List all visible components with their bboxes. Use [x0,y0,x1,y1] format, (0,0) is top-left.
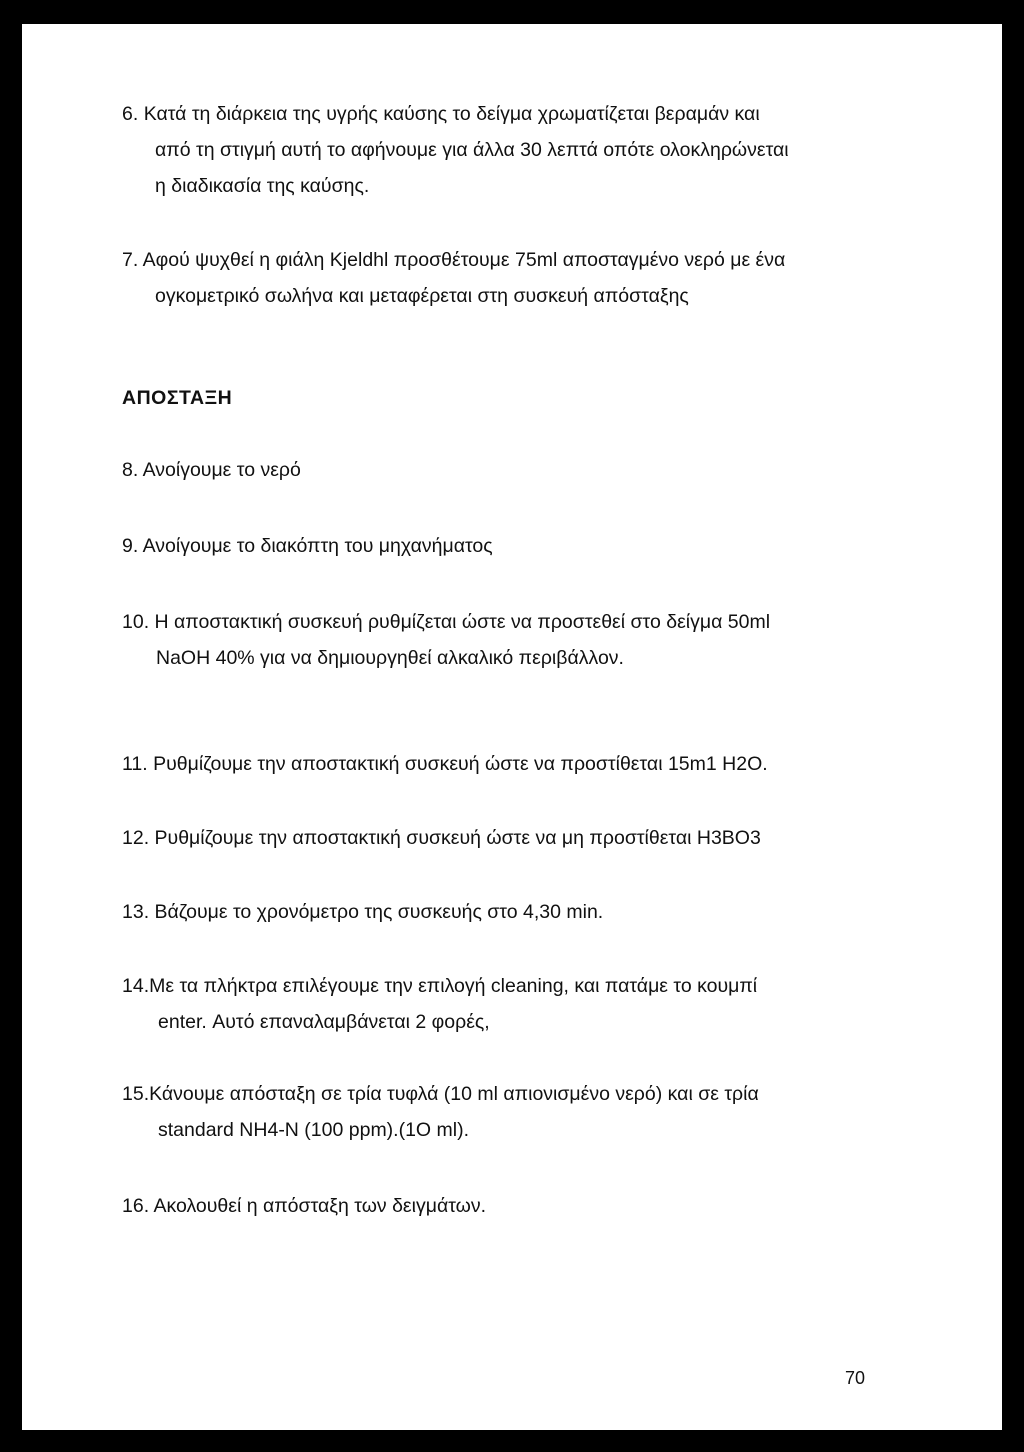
item-number: 8. [122,459,139,481]
item-text-line: Ανοίγουμε το νερό [142,459,301,481]
item-text-line: ογκομετρικό σωλήνα και μεταφέρεται στη συσκευή απόσταξης [155,285,689,307]
item-number: 14. [122,975,150,997]
item-text-line: Βάζουμε το χρονόμετρο της συσκευής στο 4,30 min. [154,901,604,923]
item-number: 10. [122,611,150,633]
item-text-line: Αφού ψυχθεί η φιάλη Kjeldhl προσθέτουμε 75ml αποσταγμένο νερό με ένα [142,249,786,271]
list-item-14 [122,968,872,1040]
item-text-line: Με τα πλήκτρα επιλέγουμε την επιλογή cleaning, και πατάμε το κουμπί [149,975,758,997]
item-text-line: Η αποστακτική συσκευή ρυθμίζεται ώστε να προστεθεί στο δείγμα 50ml [154,611,771,633]
item-text-line: Ανοίγουμε το διακόπτη του μηχανήματος [142,535,493,557]
list-item-16 [122,1188,872,1224]
item-text-line: η διαδικασία της καύσης. [155,175,370,197]
list-item-8 [122,452,872,488]
list-item-7 [122,242,872,314]
item-number: 9. [122,535,139,557]
list-item-6 [122,96,872,204]
item-text-line: Ακολουθεί η απόσταξη των δειγμάτων. [153,1195,487,1217]
item-text-line: Κατά τη διάρκεια της υγρής καύσης το δείγμα χρωματίζεται βεραμάν και [143,103,760,125]
list-item-11 [122,746,872,782]
list-item-15 [122,1076,872,1148]
section-heading: ΑΠΟΣΤΑΞΗ [122,387,233,409]
item-text-line: enter. Αυτό επαναλαμβάνεται 2 φορές, [158,1011,490,1033]
list-item-10 [122,604,872,676]
page-number: 70 [845,1368,866,1388]
item-number: 15. [122,1083,150,1105]
list-item-9 [122,528,872,564]
item-number: 16. [122,1195,150,1217]
item-text-line: standard NH4-N (100 ppm).(1O ml). [158,1119,470,1141]
item-number: 13. [122,901,150,923]
item-text-line: Κάνουμε απόσταξη σε τρία τυφλά (10 ml απιονισμένο νερό) και σε τρία [149,1083,759,1105]
list-item-12 [122,820,872,856]
item-number: 7. [122,249,139,271]
item-text-line: από τη στιγμή αυτή το αφήνουμε για άλλα 30 λεπτά οπότε ολοκληρώνεται [155,139,789,161]
item-text-line: NaOH 40% για να δημιουργηθεί αλκαλικό περιβάλλον. [156,647,624,669]
item-text-line: Ρυθμίζουμε την αποστακτική συσκευή ώστε να μη προστίθεται H3BO3 [154,827,761,849]
item-number: 11. [122,753,148,775]
document-page [22,24,1002,1430]
item-text-line: Ρυθμίζουμε την αποστακτική συσκευή ώστε να προστίθεται 15m1 Η2O. [153,753,768,775]
list-item-13 [122,894,872,930]
item-number: 12. [122,827,150,849]
item-number: 6. [122,103,139,125]
